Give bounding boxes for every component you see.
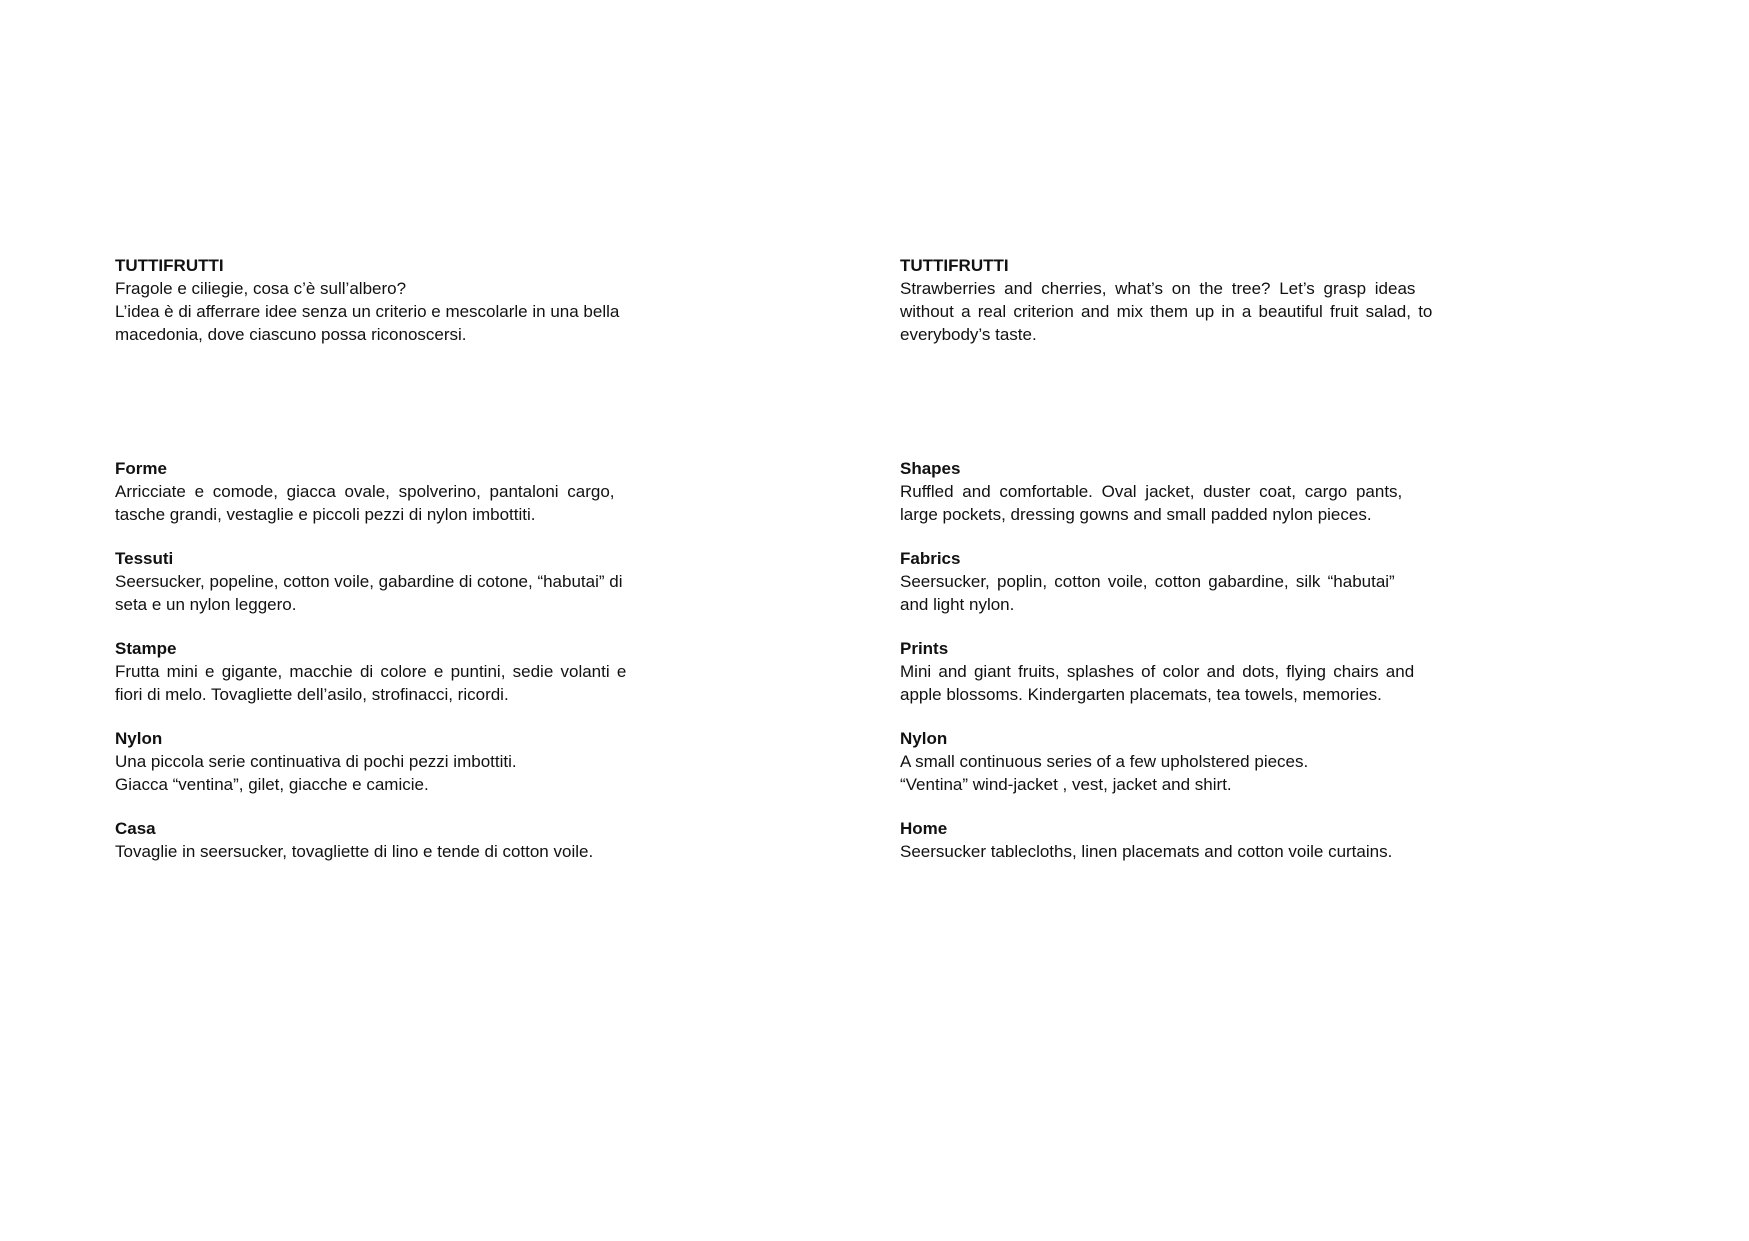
section-line: apple blossoms. Kindergarten placemats, tea towels, memories. [900,685,1382,704]
column-italian [115,254,671,884]
section-line: A small continuous series of a few upholstered pieces. [900,752,1309,771]
section-title: Home [900,819,948,838]
section-line: Ruffled and comfortable. Oval jacket, duster coat, cargo pants, [900,482,1403,501]
intro-block-italian [115,254,671,346]
section-tessuti [115,547,671,616]
section-line: Seersucker, poplin, cotton voile, cotton gabardine, silk “habutai” [900,572,1395,591]
section-title: Nylon [115,729,163,748]
intro-line: Strawberries and cherries, what’s on the tree? Let’s grasp ideas [900,279,1416,298]
intro-title: TUTTIFRUTTI [115,256,224,275]
section-line: Tovaglie in seersucker, tovagliette di lino e tende di cotton voile. [115,842,594,861]
section-title: Casa [115,819,156,838]
section-line: large pockets, dressing gowns and small padded nylon pieces. [900,505,1372,524]
intro-line: Fragole e ciliegie, cosa c’è sull’albero? [115,279,407,298]
intro-title: TUTTIFRUTTI [900,256,1009,275]
intro-line: without a real criterion and mix them up in a beautiful fruit salad, to [900,302,1433,321]
section-fabrics [900,547,1456,616]
section-line: fiori di melo. Tovagliette dell’asilo, strofinacci, ricordi. [115,685,509,704]
intro-block-english [900,254,1456,346]
section-stampe [115,637,671,706]
section-line: Una piccola serie continuativa di pochi pezzi imbottiti. [115,752,517,771]
section-title: Forme [115,459,167,478]
section-nylon-en [900,727,1456,796]
intro-line: macedonia, dove ciascuno possa riconoscersi. [115,325,467,344]
section-title: Tessuti [115,549,174,568]
section-prints [900,637,1456,706]
section-line: Mini and giant fruits, splashes of color and dots, flying chairs and [900,662,1415,681]
section-line: Giacca “ventina”, gilet, giacche e camicie. [115,775,429,794]
section-title: Shapes [900,459,961,478]
section-forme [115,457,671,526]
intro-line: L’idea è di afferrare idee senza un criterio e mescolarle in una bella [115,302,620,321]
section-line: Arricciate e comode, giacca ovale, spolverino, pantaloni cargo, [115,482,615,501]
section-line: seta e un nylon leggero. [115,595,297,614]
section-shapes [900,457,1456,526]
column-english [900,254,1456,884]
section-line: Seersucker, popeline, cotton voile, gabardine di cotone, “habutai” di [115,572,623,591]
section-line: tasche grandi, vestaglie e piccoli pezzi di nylon imbottiti. [115,505,536,524]
section-title: Fabrics [900,549,961,568]
section-casa [115,817,671,863]
section-line: Frutta mini e gigante, macchie di colore e puntini, sedie volanti e [115,662,627,681]
intro-line: everybody’s taste. [900,325,1037,344]
section-line: Seersucker tablecloths, linen placemats and cotton voile curtains. [900,842,1393,861]
section-title: Nylon [900,729,948,748]
section-title: Prints [900,639,949,658]
section-title: Stampe [115,639,177,658]
section-nylon-it [115,727,671,796]
section-line: “Ventina” wind-jacket , vest, jacket and shirt. [900,775,1232,794]
section-home [900,817,1456,863]
section-line: and light nylon. [900,595,1015,614]
